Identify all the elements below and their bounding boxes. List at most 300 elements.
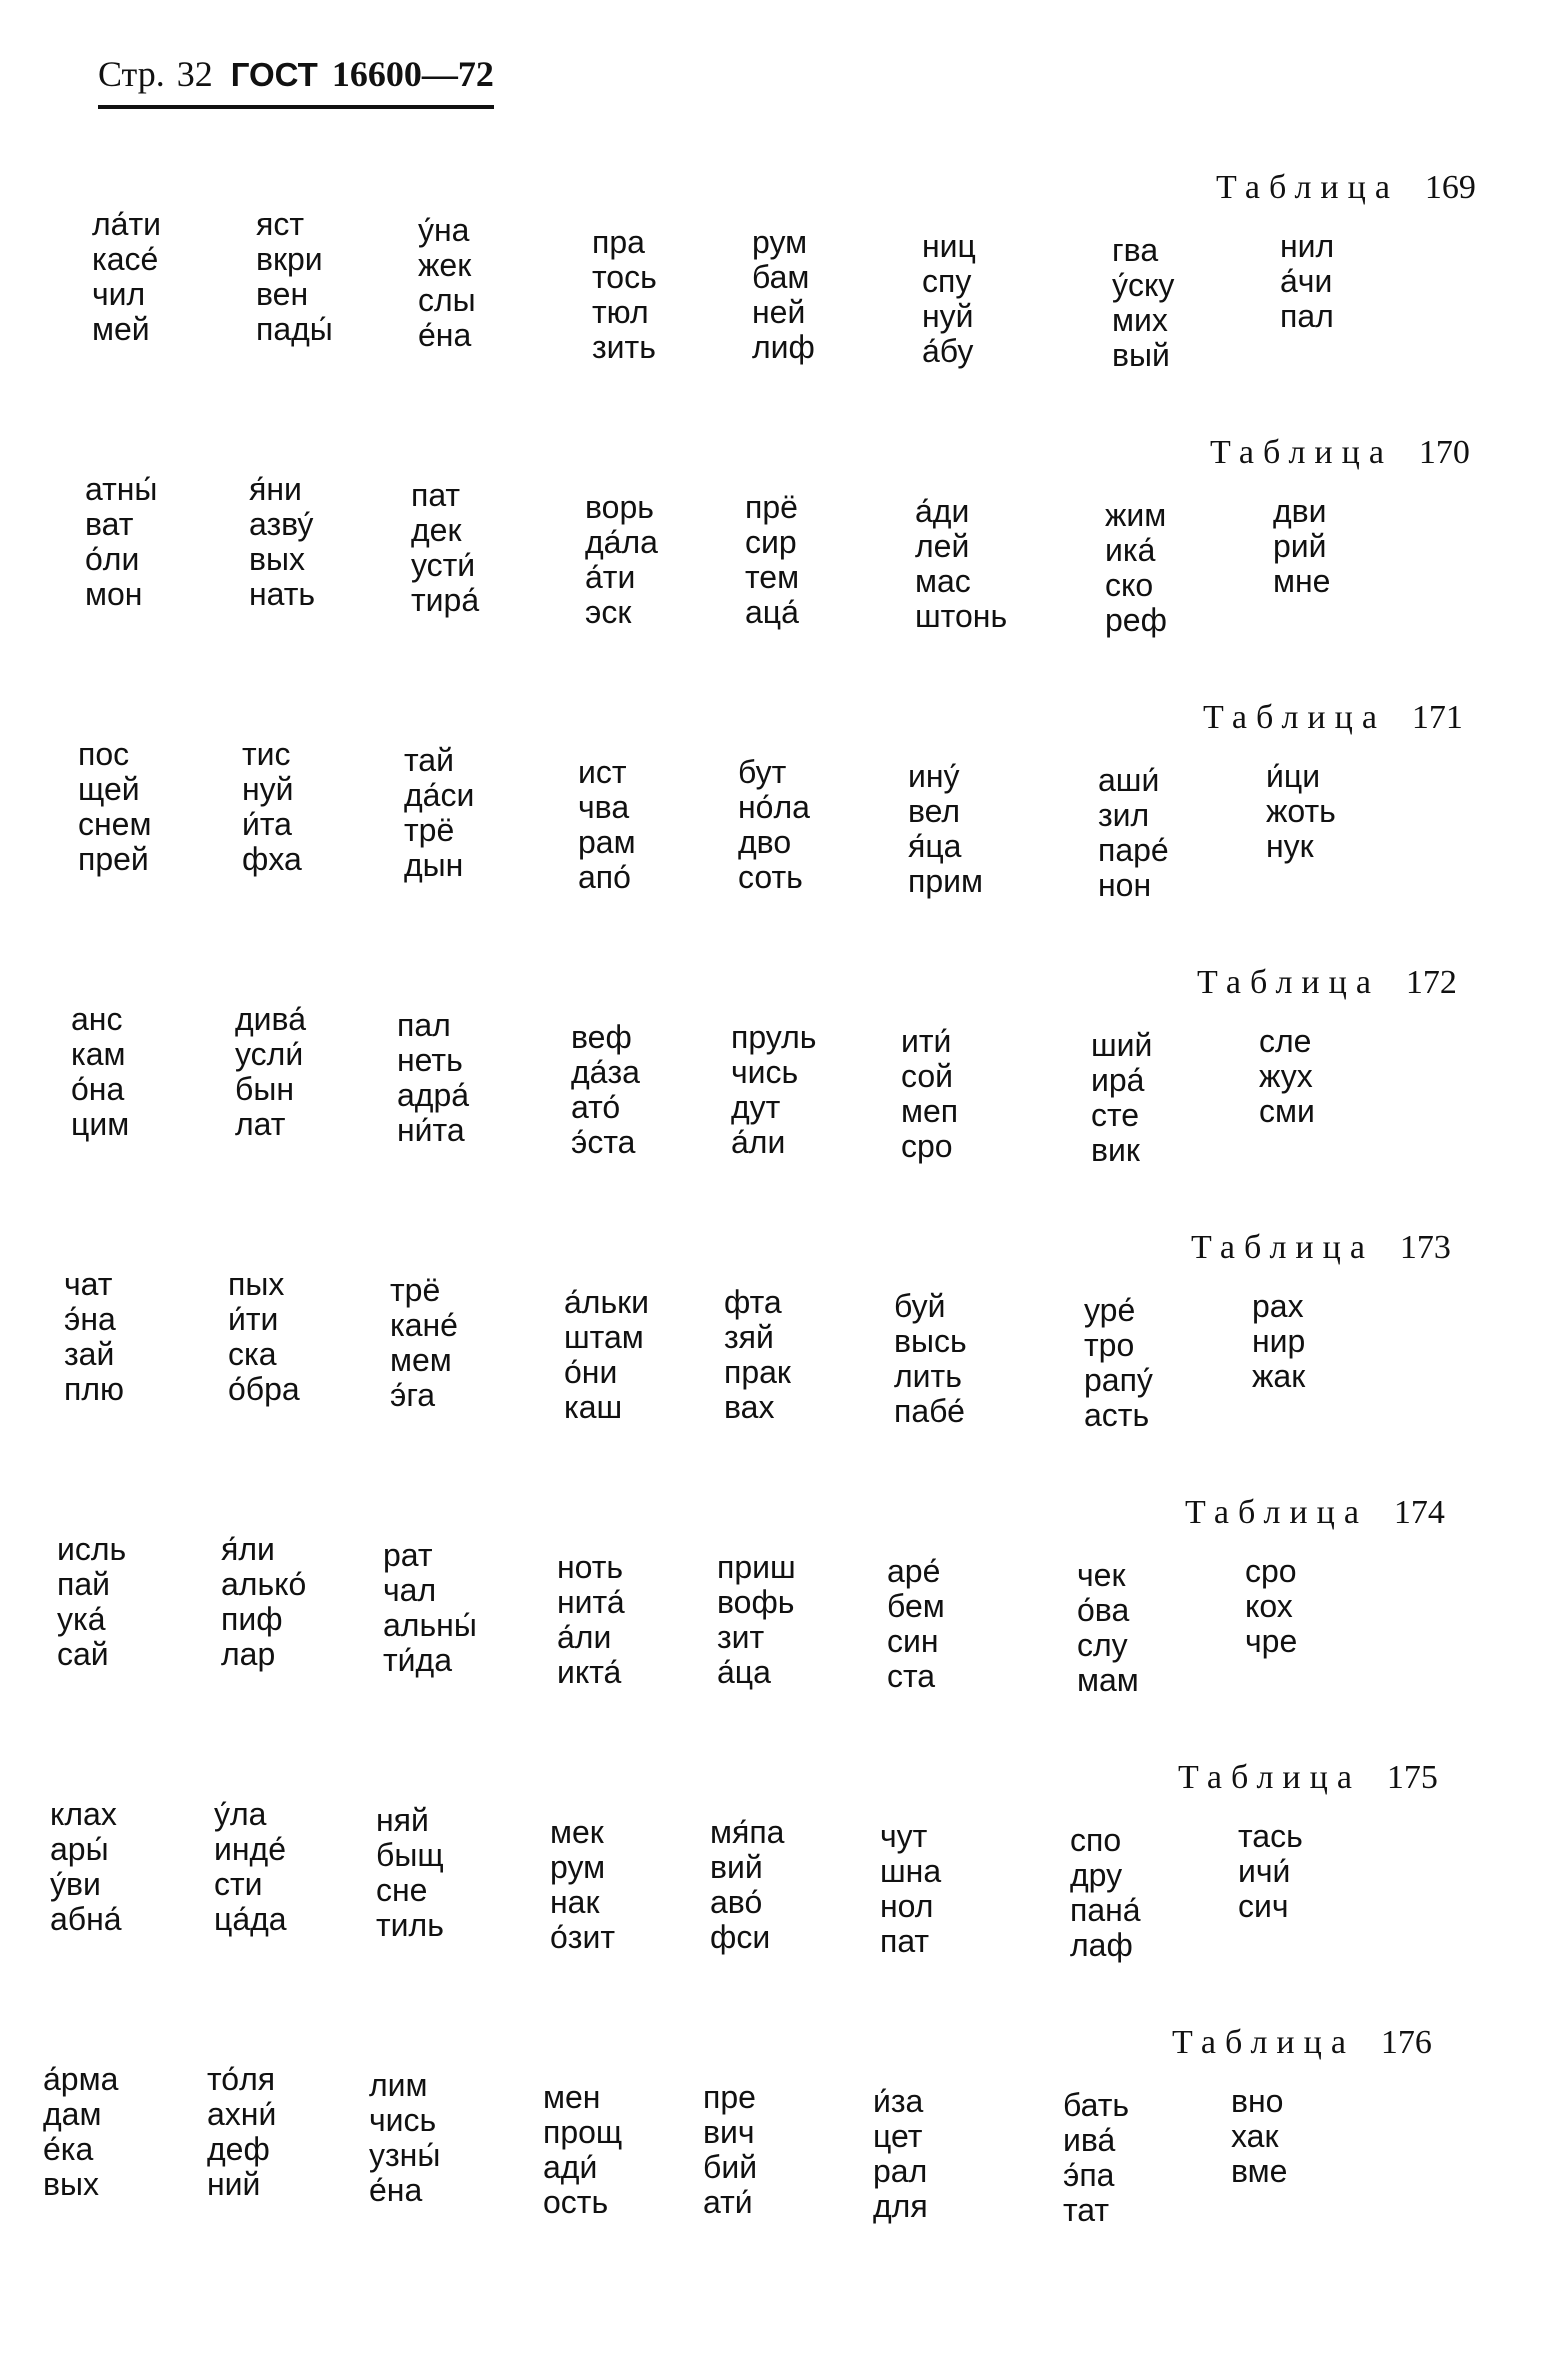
syllable-table [0,699,1547,975]
syllable-column [207,2062,276,2202]
syllable-word: ичи́ [1238,1853,1291,1889]
syllable-column [1112,233,1174,373]
syllable-column [1252,1289,1305,1394]
syllable-word: син [887,1623,939,1659]
syllable-word: а́ти [585,559,636,595]
syllable-word: кам [71,1036,126,1072]
syllable-word: дам [43,2096,102,2132]
syllable-column [557,1550,625,1690]
syllable-column [64,1267,124,1407]
syllable-word: лиф [752,329,815,365]
syllable-word: щей [78,771,140,807]
syllable-word: рам [578,824,636,860]
table-number: 169 [1424,169,1476,206]
syllable-word: пиф [221,1601,283,1637]
table-caption [1216,169,1476,207]
syllable-word: ват [85,506,134,542]
syllable-word: дын [404,847,464,883]
syllable-word: вме [1231,2153,1288,2189]
syllable-word: жух [1259,1058,1313,1094]
table-number: 172 [1405,964,1457,1001]
syllable-word: пал [1280,298,1334,334]
syllable-word: лить [894,1358,962,1394]
syllable-word: азву́ [249,506,314,542]
syllable-word: сле [1259,1023,1312,1059]
syllable-word: пай [57,1566,110,1602]
syllable-word: сир [745,524,797,560]
syllable-word: сич [1238,1888,1289,1924]
syllable-word: пре [703,2079,756,2115]
syllable-word: мен [543,2079,601,2115]
syllable-column [418,213,476,353]
syllable-table [0,1759,1547,2035]
syllable-word: чек [1077,1557,1126,1593]
table-caption-label: Таблица [1197,964,1380,1001]
syllable-word: альны́ [383,1607,477,1643]
syllable-word: нир [1252,1323,1306,1359]
syllable-word: вен [256,276,309,312]
syllable-word: алько́ [221,1566,307,1602]
syllable-column [745,490,799,630]
syllable-word: ти́да [383,1642,452,1678]
syllable-word: чва [578,789,630,825]
syllable-word: дут [731,1089,781,1125]
syllable-column [1091,1028,1152,1168]
syllable-word: а́чи [1280,263,1333,299]
syllable-word: ниц [922,228,976,264]
syllable-column [57,1532,126,1672]
syllable-table [0,434,1547,710]
syllable-word: ину́ [908,758,960,794]
syllable-word: мам [1077,1662,1139,1698]
syllable-word: чись [369,2102,437,2138]
syllable-word: а́рма [43,2061,119,2097]
syllable-word: тем [745,559,800,595]
syllable-column [571,1020,640,1160]
syllable-word: сро [901,1128,953,1164]
syllable-word: я́ли [221,1531,275,1567]
syllable-word: вофь [717,1584,795,1620]
syllable-word: слы [418,282,476,318]
syllable-word: э́ста [571,1124,636,1160]
syllable-column [1063,2088,1129,2228]
table-caption-label: Таблица [1172,2024,1355,2061]
syllable-word: эск [585,594,632,630]
syllable-word: рум [550,1849,606,1885]
syllable-word: асть [1084,1397,1150,1433]
syllable-column [1077,1558,1139,1698]
syllable-word: мя́па [710,1814,785,1850]
syllable-word: дек [411,512,462,548]
syllable-word: ни́та [397,1112,465,1148]
syllable-word: дви [1273,493,1327,529]
syllable-word: дво [738,824,792,860]
table-caption [1172,2024,1432,2062]
syllable-word: зяй [724,1319,774,1355]
syllable-word: зил [1098,797,1150,833]
syllable-word: прощ [543,2114,623,2150]
syllable-word: зить [592,329,656,365]
syllable-column [752,225,815,365]
syllable-word: то́ля [207,2061,276,2097]
syllable-word: вел [908,793,961,829]
syllable-word: рал [873,2153,928,2189]
syllable-word: рапу́ [1084,1362,1153,1398]
syllable-column [915,494,1007,634]
syllable-word: тро [1084,1327,1135,1363]
syllable-word: быщ [376,1837,444,1873]
table-caption [1197,964,1457,1002]
syllable-word: а́бу [922,333,974,369]
syllable-word: е́ка [43,2131,94,2167]
syllable-word: фси [710,1919,771,1955]
syllable-word: пых [228,1266,285,1302]
syllable-word: сой [901,1058,954,1094]
syllable-word: исль [57,1531,127,1567]
syllable-word: лаф [1070,1927,1133,1963]
syllable-word: пос [78,736,130,772]
syllable-word: ноть [557,1549,624,1585]
syllable-word: няй [376,1802,429,1838]
syllable-column [411,478,479,618]
syllable-column [71,1002,129,1142]
syllable-word: снем [78,806,152,842]
syllable-word: пабе́ [894,1393,965,1429]
syllable-table [0,169,1547,445]
syllable-column [1266,759,1336,864]
syllable-word: бын [235,1071,294,1107]
syllable-word: высь [894,1323,967,1359]
syllable-word: атны́ [85,471,158,507]
syllable-word: но́ла [738,789,810,825]
syllable-word: у́на [418,212,470,248]
syllable-word: пады́ [256,311,333,347]
syllable-word: о́бра [228,1371,300,1407]
syllable-word: и́ти [228,1301,279,1337]
syllable-word: дива́ [235,1001,306,1037]
syllable-word: у́ла [214,1796,267,1832]
syllable-column [1105,498,1167,638]
syllable-column [1084,1293,1153,1433]
table-number: 174 [1393,1494,1445,1531]
syllable-column [242,737,302,877]
page-number: 32 [176,54,213,94]
table-caption [1178,1759,1438,1797]
syllable-word: лим [369,2067,428,2103]
syllable-word: меп [901,1093,959,1129]
syllable-word: аво́ [710,1884,763,1920]
table-number: 176 [1380,2024,1432,2061]
syllable-column [214,1797,287,1937]
syllable-column [543,2080,622,2220]
syllable-word: тось [592,259,657,295]
syllable-word: апо́ [578,859,631,895]
syllable-word: буй [894,1288,946,1324]
syllable-word: а́ца [717,1654,771,1690]
table-caption [1185,1494,1445,1532]
syllable-column [1259,1024,1315,1129]
syllable-word: жоть [1266,793,1336,829]
syllable-word: вкри [256,241,323,277]
syllable-word: э́га [390,1377,436,1413]
syllable-column [43,2062,118,2202]
syllable-word: мне [1273,563,1331,599]
syllable-word: клах [50,1796,117,1832]
syllable-word: ла́ти [92,206,161,242]
syllable-word: е́на [369,2172,423,2208]
syllable-column [383,1538,477,1678]
syllable-word: о́зит [550,1919,615,1955]
syllable-word: рат [383,1537,433,1573]
syllable-word: усли́ [235,1036,304,1072]
syllable-word: зит [717,1619,765,1655]
syllable-column [1245,1554,1297,1659]
syllable-word: прак [724,1354,791,1390]
syllable-column [1280,229,1334,334]
table-caption [1210,434,1470,472]
syllable-word: уре́ [1084,1292,1136,1328]
syllable-word: вий [710,1849,763,1885]
syllable-word: рум [752,224,808,260]
syllable-word: о́ни [564,1354,618,1390]
syllable-word: ист [578,754,627,790]
syllable-word: веф [571,1019,632,1055]
syllable-word: пана́ [1070,1892,1141,1928]
syllable-table [0,1494,1547,1770]
syllable-column [1273,494,1330,599]
syllable-word: бам [752,259,810,295]
syllable-word: касе́ [92,241,159,277]
syllable-word: лат [235,1106,286,1142]
syllable-column [235,1002,306,1142]
syllable-word: у́ви [50,1866,101,1902]
table-caption [1203,699,1463,737]
syllable-word: и́ци [1266,758,1321,794]
syllable-word: о́ли [85,541,140,577]
syllable-word: чут [880,1818,928,1854]
syllable-word: адра́ [397,1077,470,1113]
syllable-word: вно [1231,2083,1284,2119]
syllable-word: а́льки [564,1284,650,1320]
syllable-word: о́на [71,1071,125,1107]
syllable-word: тюл [592,294,649,330]
table-caption-label: Таблица [1203,699,1386,736]
syllable-word: цет [873,2118,923,2154]
syllable-word: ука́ [57,1601,106,1637]
syllable-word: ато́ [571,1089,621,1125]
syllable-word: а́ди [915,493,970,529]
syllable-word: жак [1252,1358,1306,1394]
syllable-word: приш [717,1549,796,1585]
syllable-word: ней [752,294,806,330]
syllable-word: сми [1259,1093,1315,1129]
syllable-word: тиль [376,1907,444,1943]
syllable-column [390,1273,458,1413]
syllable-word: мек [550,1814,604,1850]
syllable-word: бем [887,1588,945,1624]
syllable-word: ворь [585,489,654,525]
syllable-word: каш [564,1389,623,1425]
syllable-word: пал [397,1007,451,1043]
syllable-word: тира́ [411,582,480,618]
syllable-word: да́ла [585,524,658,560]
table-caption-label: Таблица [1210,434,1393,471]
table-caption-label: Таблица [1191,1229,1374,1266]
syllable-word: штонь [915,598,1008,634]
syllable-word: рах [1252,1288,1304,1324]
syllable-word: сро [1245,1553,1297,1589]
syllable-word: плю [64,1371,124,1407]
syllable-word: тась [1238,1818,1303,1854]
syllable-word: э́на [64,1301,116,1337]
syllable-word: я́ца [908,828,962,864]
syllable-word: рий [1273,528,1327,564]
syllable-word: чил [92,276,146,312]
page-label: Стр. [98,54,165,94]
syllable-word: абна́ [50,1901,122,1937]
syllable-column [1231,2084,1287,2189]
syllable-word: спу [922,263,972,299]
syllable-word: зай [64,1336,115,1372]
syllable-word: мем [390,1342,452,1378]
syllable-column [873,2084,928,2224]
syllable-word: бут [738,754,787,790]
syllable-word: жек [418,247,472,283]
syllable-column [564,1285,649,1425]
syllable-word: ний [207,2166,261,2202]
syllable-word: а́ли [557,1619,612,1655]
syllable-word: фта [724,1284,782,1320]
syllable-word: нуй [242,771,294,807]
syllable-column [880,1819,941,1959]
syllable-word: вых [249,541,305,577]
syllable-column [1070,1823,1141,1963]
syllable-word: реф [1105,602,1167,638]
syllable-word: тис [242,736,291,772]
syllable-column [550,1815,615,1955]
table-caption-label: Таблица [1185,1494,1368,1531]
syllable-word: соть [738,859,803,895]
syllable-column [894,1289,967,1429]
syllable-word: ары́ [50,1831,109,1867]
syllable-word: спо [1070,1822,1122,1858]
syllable-word: икта́ [557,1654,622,1690]
syllable-column [731,1020,816,1160]
syllable-column [1238,1819,1303,1924]
syllable-word: мон [85,576,143,612]
syllable-column [221,1532,306,1672]
syllable-word: вич [703,2114,755,2150]
syllable-word: прё [745,489,798,525]
syllable-word: ира́ [1091,1062,1145,1098]
syllable-word: дру [1070,1857,1123,1893]
syllable-column [717,1550,796,1690]
syllable-word: аца́ [745,594,799,630]
syllable-word: нуй [922,298,974,334]
syllable-word: чре [1245,1623,1298,1659]
syllable-column [578,755,636,895]
syllable-word: ити́ [901,1023,952,1059]
syllable-column [908,759,983,899]
syllable-word: для [873,2188,928,2224]
syllable-word: нон [1098,867,1152,903]
syllable-word: сай [57,1636,109,1672]
syllable-table [0,964,1547,1240]
syllable-word: чал [383,1572,437,1608]
syllable-word: фха [242,841,302,877]
syllable-word: э́па [1063,2157,1115,2193]
syllable-word: ость [543,2184,609,2220]
syllable-column [901,1024,958,1164]
syllable-word: неть [397,1042,463,1078]
syllable-column [703,2080,757,2220]
syllable-word: вик [1091,1132,1140,1168]
table-number: 171 [1411,699,1463,736]
syllable-word: да́си [404,777,475,813]
syllable-word: трё [390,1272,441,1308]
syllable-word: да́за [571,1054,640,1090]
syllable-word: тат [1063,2192,1110,2228]
syllable-word: мих [1112,302,1168,338]
syllable-word: ати́ [703,2184,753,2220]
syllable-column [369,2068,440,2208]
syllable-word: бий [703,2149,758,2185]
table-caption [1191,1229,1451,1267]
syllable-word: ска [228,1336,277,1372]
syllable-word: прей [78,841,149,877]
syllable-word: гва [1112,232,1159,268]
syllable-column [887,1554,945,1694]
syllable-word: чат [64,1266,113,1302]
table-caption-label: Таблица [1216,169,1399,206]
syllable-word: аре́ [887,1553,941,1589]
syllable-word: нита́ [557,1584,625,1620]
syllable-word: цим [71,1106,130,1142]
syllable-word: нол [880,1888,934,1924]
table-number: 170 [1418,434,1470,471]
syllable-word: чись [731,1054,799,1090]
syllable-column [1098,763,1169,903]
syllable-word: е́на [418,317,472,353]
syllable-column [738,755,810,895]
syllable-word: сне [376,1872,428,1908]
syllable-table [0,2024,1547,2300]
syllable-word: жим [1105,497,1167,533]
syllable-word: вый [1112,337,1170,373]
syllable-table [0,1229,1547,1505]
syllable-word: прим [908,863,983,899]
syllable-word: слу [1077,1627,1128,1663]
syllable-word: сте [1091,1097,1140,1133]
syllable-word: шна [880,1853,942,1889]
syllable-word: ца́да [214,1901,287,1937]
syllable-word: нил [1280,228,1335,264]
syllable-word: лей [915,528,970,564]
syllable-word: узны́ [369,2137,441,2173]
standard-name: ГОСТ [230,56,318,93]
syllable-column [585,490,658,630]
syllable-word: хак [1231,2118,1279,2154]
syllable-column [256,207,333,347]
syllable-column [710,1815,784,1955]
syllable-word: пра [592,224,645,260]
syllable-word: ста [887,1658,936,1694]
table-caption-label: Таблица [1178,1759,1361,1796]
syllable-word: нать [249,576,316,612]
syllable-word: о́ва [1077,1592,1130,1628]
syllable-column [376,1803,444,1943]
syllable-word: кох [1245,1588,1293,1624]
